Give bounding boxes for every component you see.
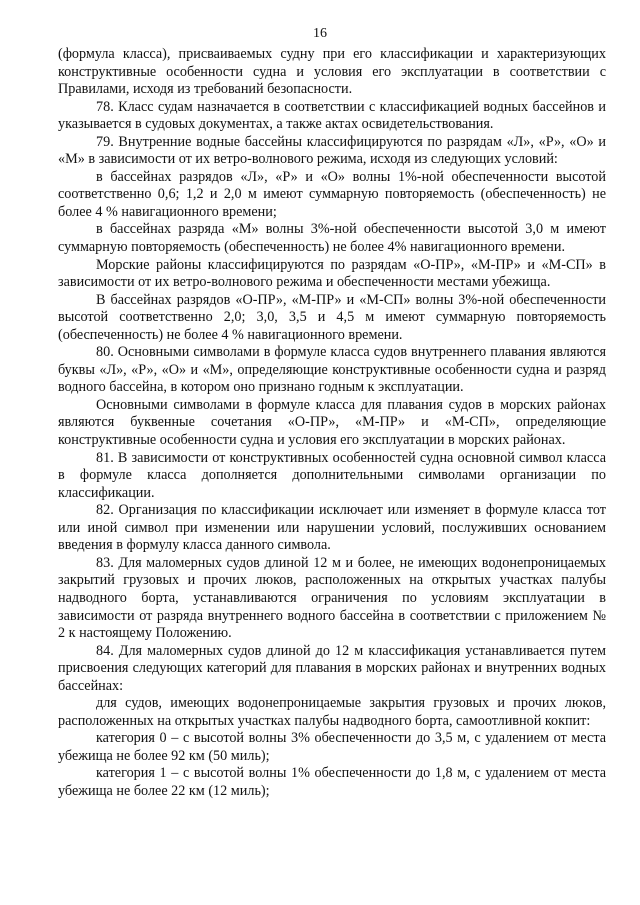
paragraph-category-1: категория 1 – с высотой волны 1% обеспеченности до 1,8 м, с удалением от места убежища не более 22 км (12 миль); — [58, 765, 606, 799]
paragraph-84-vessels: для судов, имеющих водонепроницаемые закрытия грузовых и прочих люков, расположенных на открытых участках палубы надводного борта, самоотливной кокпит: — [58, 695, 606, 729]
paragraph-81: 81. В зависимости от конструктивных особенностей судна основной символ класса в формуле класса дополняется дополнительными символами организации по классификации. — [58, 449, 606, 501]
paragraph-82: 82. Организация по классификации исключает или изменяет в формуле класса тот или иной символ при изменении или нарушении условий, послуживших основанием введения в формулу класса данного символа. — [58, 502, 606, 554]
paragraph-78: 78. Класс судам назначается в соответствии с классификацией водных бассейнов и указывается в судовых документах, а также актах освидетельствования. — [58, 98, 606, 133]
paragraph-category-0: категория 0 – с высотой волны 3% обеспеченности до 3,5 м, с удалением от места убежища не более 92 км (50 миль); — [58, 730, 606, 764]
paragraph-83: 83. Для маломерных судов длиной 12 м и более, не имеющих водонепроницаемых закрытий грузовых и прочих люков, расположенных на открытых участках палубы надводного борта, устанавливаются ограничения по условиям эксплуатации в зависимости от разряда внутреннего водного бассейна в соответствии с приложением № 2 к настоящему Положению. — [58, 554, 606, 642]
paragraph-continuation: (формула класса), присваиваемых судну при его классификации и характеризующих конструктивные особенности судна и условия его эксплуатации в соответствии с Правилами, исходя из требований безопасности. — [58, 46, 606, 98]
paragraph-marine-waves: В бассейнах разрядов «О-ПР», «М-ПР» и «М-СП» волны 3%-ной обеспеченности высотой соответственно 2,0; 3,0, 3,5 и 4,5 м имеют суммарную повторяемость (обеспеченность) не более 4 % навигационного времени. — [58, 291, 606, 343]
paragraph-80-marine: Основными символами в формуле класса для плавания судов в морских районах являются буквенные сочетания «О-ПР», «М-ПР» и «М-СП», определяющие конструктивные особенности судна и условия его эксплуатации в морских районах. — [58, 396, 606, 449]
paragraph-79-condition-1: в бассейнах разрядов «Л», «Р» и «О» волны 1%-ной обеспеченности высотой соответственно 0,6; 1,2 и 2,0 м имеют суммарную повторяемость (обеспеченность) не более 4 % навигационного времени; — [58, 168, 606, 220]
document-body — [58, 46, 606, 801]
paragraph-80: 80. Основными символами в формуле класса судов внутреннего плавания являются буквы «Л», «Р», «О» и «М», определяющие конструктивные особенности судна и разряд водного бассейна, в котором оно признано годным к эксплуатации. — [58, 344, 606, 396]
paragraph-marine-areas: Морские районы классифицируются по разрядам «О-ПР», «М-ПР» и «М-СП» в зависимости от их ветро-волнового режима и обеспеченности местами убежища. — [58, 256, 606, 291]
page-number: 16 — [313, 26, 327, 41]
paragraph-84: 84. Для маломерных судов длиной до 12 м классификация устанавливается путем присвоения следующих категорий для плавания в морских районах и внутренних водных бассейнах: — [58, 642, 606, 694]
paragraph-79: 79. Внутренние водные бассейны классифицируются по разрядам «Л», «Р», «О» и «М» в зависимости от их ветро-волнового режима, исходя из следующих условий: — [58, 133, 606, 168]
paragraph-79-condition-2: в бассейнах разряда «М» волны 3%-ной обеспеченности высотой 3,0 м имеют суммарную повторяемость (обеспеченность) не более 4% навигационного времени. — [58, 221, 606, 256]
